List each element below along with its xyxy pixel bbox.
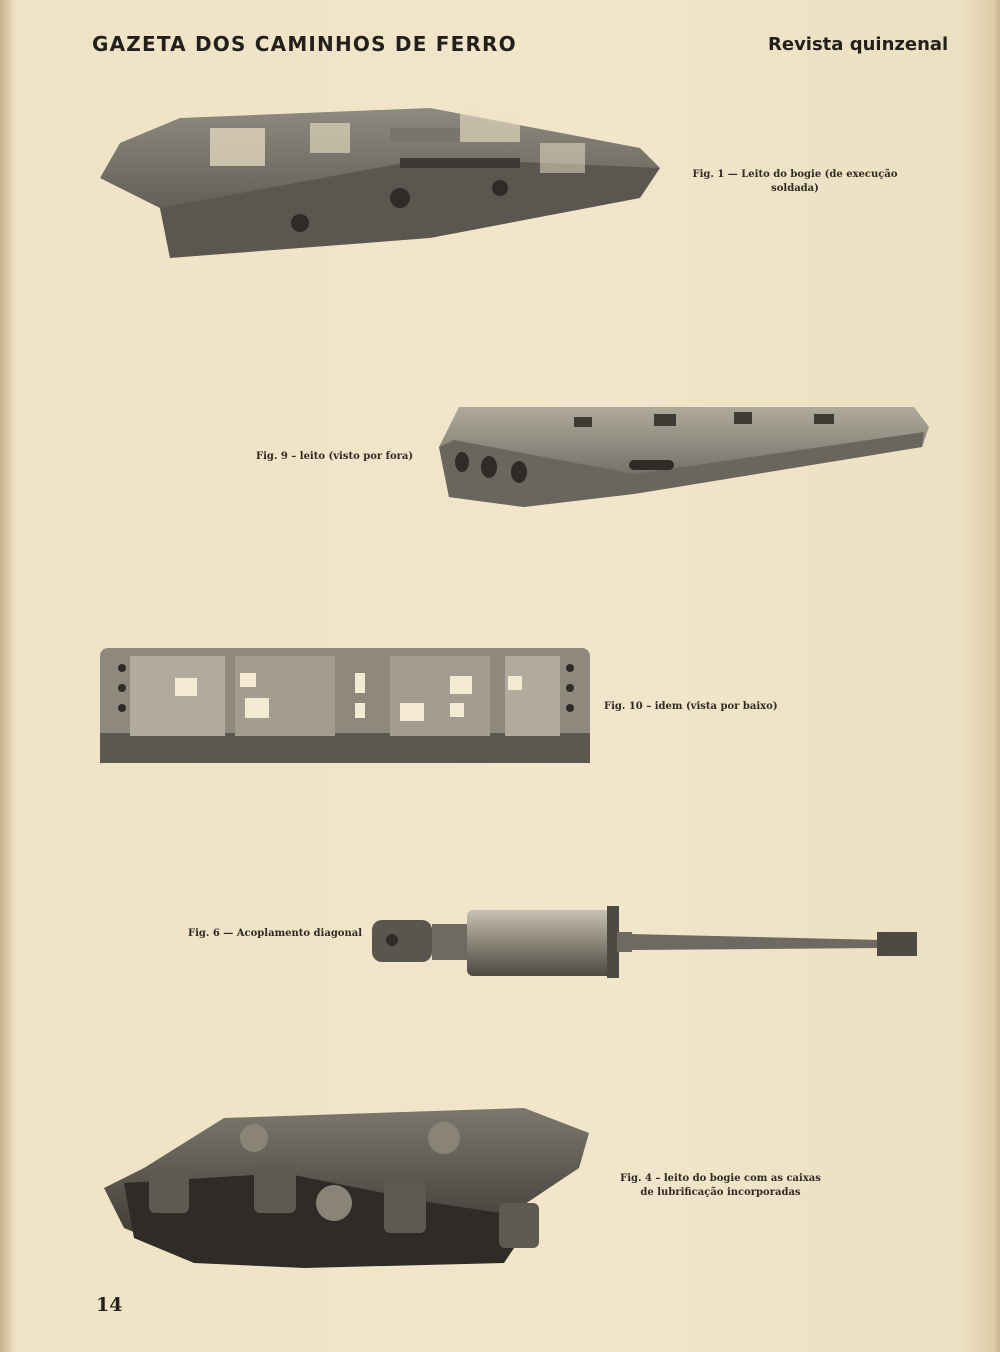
binding-gutter	[0, 0, 12, 1352]
caption-line: Fig. 1 — Leito do bogie (de execução	[692, 169, 898, 180]
caption-line: Fig. 6 — Acoplamento diagonal	[188, 928, 363, 939]
caption-line: Fig. 9 – leito (visto por fora)	[256, 451, 414, 462]
fig-4-caption	[608, 1172, 833, 1200]
page-edge	[992, 0, 1000, 1352]
fig-1-caption	[680, 168, 910, 196]
diagonal-coupling-photo	[372, 902, 932, 982]
frame-outside-photo	[434, 402, 934, 512]
journal-subtitle: Revista quinzenal	[768, 34, 949, 55]
bogie-axlebox-photo	[104, 1108, 594, 1270]
caption-line: soldada)	[771, 183, 819, 194]
fig-10-caption	[604, 700, 778, 714]
page-number: 14	[96, 1294, 123, 1316]
caption-line: Fig. 4 – leito do bogie com as caixas	[620, 1173, 821, 1184]
bogie-frame-photo	[100, 88, 665, 268]
frame-underside-photo	[100, 648, 590, 763]
journal-title: GAZETA DOS CAMINHOS DE FERRO	[92, 32, 517, 56]
fig-6-caption	[188, 927, 362, 941]
fig-9-caption	[256, 450, 413, 464]
caption-line: Fig. 10 – idem (vista por baixo)	[604, 701, 778, 712]
caption-line: de lubrificação incorporadas	[640, 1187, 801, 1198]
